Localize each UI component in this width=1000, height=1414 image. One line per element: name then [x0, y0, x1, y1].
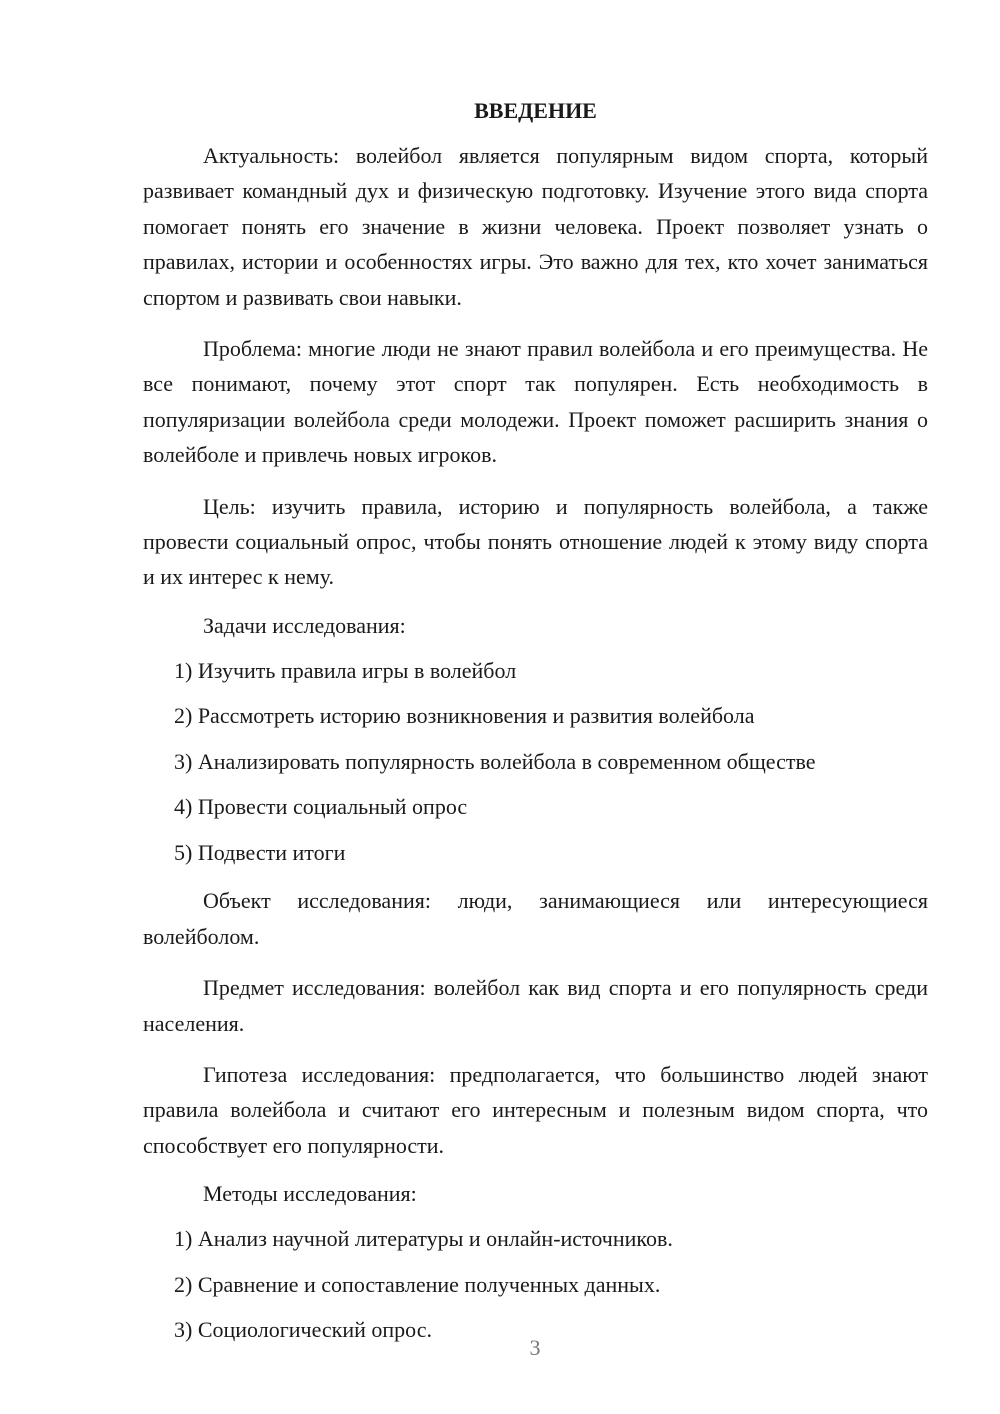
subject-paragraph: Предмет исследования: волейбол как вид спорта и его популярность среди населения. [143, 975, 928, 1036]
method-item: 2) Сравнение и сопоставление полученных данных. [174, 1271, 661, 1297]
method-item: 1) Анализ научной литературы и онлайн-источников. [174, 1226, 673, 1252]
hypothesis-paragraph: Гипотеза исследования: предполагается, что большинство людей знают правила волейбола и считают его интересным и полезным видом спорта, что способствует его популярности. [143, 1062, 928, 1158]
page-title: ВВЕДЕНИЕ [474, 98, 597, 123]
goal-paragraph: Цель: изучить правила, историю и популярность волейбола, а также провести социальный опрос, чтобы понять отношение людей к этому виду спорта и их интерес к нему. [143, 493, 928, 590]
methods-heading: Методы исследования: [203, 1181, 417, 1207]
tasks-list [143, 656, 928, 868]
tasks-heading: Задачи исследования: [203, 612, 406, 638]
relevance-paragraph: Актуальность: волейбол является популярным видом спорта, который развивает командный дух и физическую подготовку. Изучение этого вида спорта помогает понять его значение в жизни человека. Проект позволяет узнать о правилах, истории и особенностях игры. Это важно для тех, кто хочет заниматься спортом и развивать свои навыки. [143, 143, 928, 310]
task-item: 4) Провести социальный опрос [174, 794, 468, 820]
object-paragraph: Объект исследования: люди, занимающиеся или интересующиеся волейболом. [143, 888, 928, 949]
task-item: 2) Рассмотреть историю возникновения и развития волейбола [174, 703, 755, 729]
methods-list [143, 1224, 928, 1345]
method-item: 3) Социологический опрос. [174, 1317, 432, 1343]
task-item: 1) Изучить правила игры в волейбол [174, 657, 517, 683]
task-item: 3) Анализировать популярность волейбола в современном обществе [174, 748, 816, 774]
document-page [143, 96, 928, 1361]
page-number: 3 [529, 1335, 541, 1360]
task-item: 5) Подвести итоги [174, 839, 346, 865]
problem-paragraph: Проблема: многие люди не знают правил волейбола и его преимущества. Не все понимают, почему этот спорт так популярен. Есть необходимость в популяризации волейбола среди молодежи. Проект поможет расширить знания о волейболе и привлечь новых игроков. [143, 336, 928, 468]
